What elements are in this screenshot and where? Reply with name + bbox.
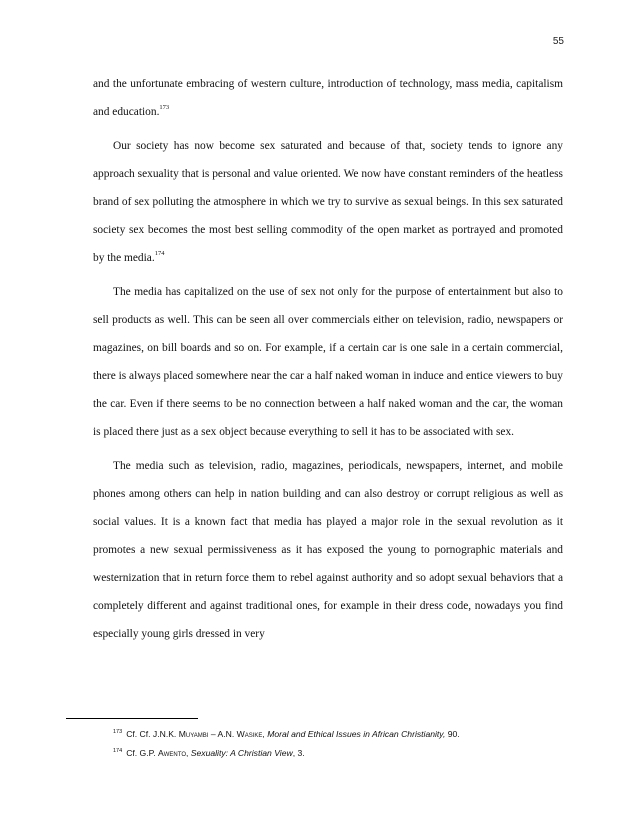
paragraph-text: The media such as television, radio, magazines, periodicals, newspapers, internet, and mobile phones among others can help in nation building and can also destroy or corrupt religious as well as social values. It is a known fact that media has played a major role in the sexual revolution as it promotes a new sexual permissiveness as it has exposed the young to pornographic materials and westernization that in return force them to rebel against authority and so adopt sexual behaviors that a completely different and against traditional ones, for example in their dress code, nowadays you find especially young girls dressed in very xyxy=(93,460,563,640)
footnote-suffix: 90. xyxy=(445,729,460,739)
footnote-prefix: Cf. G.P. xyxy=(126,748,159,758)
paragraph xyxy=(93,70,563,126)
footnote-separator-text: , xyxy=(262,729,268,739)
footnote-number: 173 xyxy=(113,729,123,735)
footnote-reference: 174 xyxy=(154,250,165,257)
paragraph xyxy=(93,132,563,272)
paragraph xyxy=(93,452,563,648)
footnote xyxy=(113,743,573,762)
footnote-author: Wasike xyxy=(236,729,263,739)
footnote-reference: 173 xyxy=(159,104,170,111)
footnote xyxy=(113,724,573,743)
paragraph-text: The media has capitalized on the use of sex not only for the purpose of entertainment but also to sell products as well. This can be seen all over commercials either on television, radio, newspapers or magazines, on bill boards and so on. For example, if a certain car is one sale in a certain commercial, there is always placed somewhere near the car a half naked woman in induce and entice viewers to buy the car. Even if there seems to be no connection between a half naked woman and the car, the woman is placed there just as a sex object because everything to sell it has to be associated with sex. xyxy=(93,286,563,438)
paragraph-text: and the unfortunate embracing of western culture, introduction of technology, mass media, capitalism and education. xyxy=(93,78,563,118)
footnote-separator-text: , xyxy=(186,748,191,758)
footnote-title: Moral and Ethical Issues in African Christianity, xyxy=(267,729,446,739)
footnote-number: 174 xyxy=(113,748,123,754)
paragraph-text: Our society has now become sex saturated and because of that, society tends to ignore any approach sexuality that is personal and value oriented. We now have constant reminders of the heatless brand of sex polluting the atmosphere in which we try to survive as sexual beings. In this sex saturated society sex becomes the most best selling commodity of the open market as portrayed and promoted by the media. xyxy=(93,140,563,264)
footnote-author: Muyambi xyxy=(178,729,209,739)
footnotes xyxy=(113,724,573,762)
footnote-suffix: , 3. xyxy=(292,748,305,758)
footnote-prefix: Cf. Cf. J.N.K. xyxy=(126,729,179,739)
body-text xyxy=(93,70,563,654)
footnote-middle: – A.N. xyxy=(208,729,237,739)
page-number: 55 xyxy=(552,36,564,47)
footnote-author: Awento xyxy=(158,748,186,758)
paragraph xyxy=(93,278,563,446)
footnote-separator xyxy=(66,718,198,719)
footnote-title: Sexuality: A Christian View xyxy=(190,748,293,758)
